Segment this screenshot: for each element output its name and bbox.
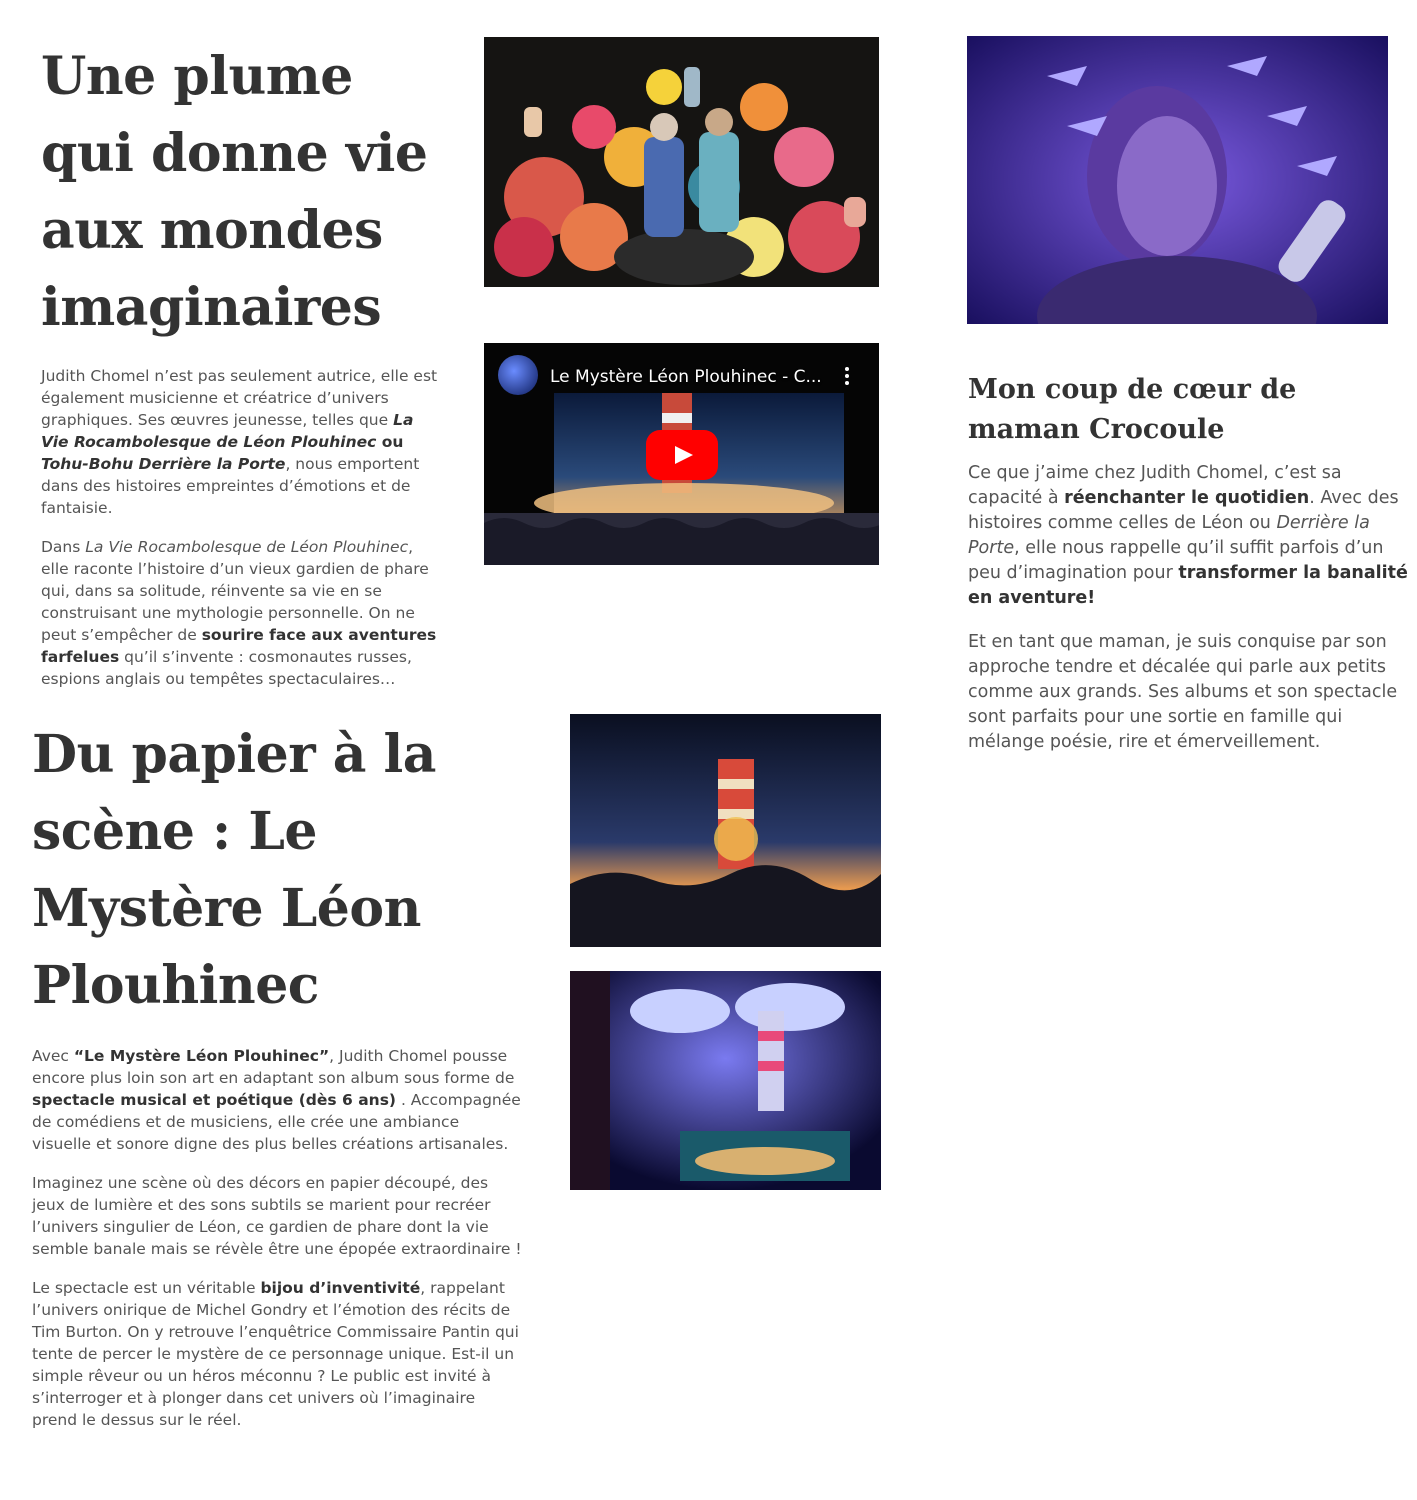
- section1-paragraph-1: Judith Chomel n’est pas seulement autrice, elle est également musicienne et créatrice d’univers graphiques. Ses œuvres jeunesse, telles que La Vie Rocambolesque de Léon Plouhinec ou Tohu-Bohu Derrière la Porte, nous emportent dans des histoires empreintes d’émotions et de fantaisie.: [41, 367, 438, 517]
- section2-body: [32, 1045, 522, 1448]
- video-title[interactable]: Le Mystère Léon Plouhinec - C...: [550, 367, 822, 387]
- stage-lighthouse-image: [570, 714, 881, 947]
- youtube-video-player[interactable]: [484, 343, 879, 565]
- channel-avatar[interactable]: [498, 355, 538, 395]
- section1-body: [41, 365, 441, 707]
- section2-heading: Du papier à la scène : Le Mystère Léon Plouhinec: [32, 724, 436, 1016]
- section2-paragraph-3: Le spectacle est un véritable bijou d’inventivité, rappelant l’univers onirique de Michel Gondry et l’émotion des récits de Tim Burton. On y retrouve l’enquêtrice Commissaire Pantin qui tente de percer le mystère de ce personnage unique. Est-il un simple rêveur ou un héros méconnu ? Le public est invité à s’interroger et à plonger dans cet univers où l’imaginaire prend le dessus sur le réel.: [32, 1279, 519, 1429]
- stage-blue-lighthouse-image: [570, 971, 881, 1190]
- more-options-icon[interactable]: [845, 367, 849, 387]
- section3-heading: Mon coup de cœur de maman Crocoule: [968, 374, 1297, 445]
- section1-heading: Une plume qui donne vie aux mondes imaginaires: [41, 46, 428, 338]
- section3-body: [968, 461, 1412, 774]
- section3-paragraph-2: Et en tant que maman, je suis conquise par son approche tendre et décalée qui parle aux petits comme aux grands. Ses albums et son spectacle sont parfaits pour une sortie en famille qui mélange poésie, rire et émerveillement.: [968, 632, 1398, 752]
- section2-paragraph-1: Avec “Le Mystère Léon Plouhinec”, Judith Chomel pousse encore plus loin son art en adaptant son album sous forme de spectacle musical et poétique (dès 6 ans) . Accompagnée de comédiens et de musiciens, elle crée une ambiance visuelle et sonore digne des plus belles créations artisanales.: [32, 1047, 521, 1153]
- collage-image: [484, 37, 879, 287]
- play-icon[interactable]: [646, 430, 718, 480]
- singer-image: [967, 36, 1388, 324]
- section1-paragraph-2: Dans La Vie Rocambolesque de Léon Plouhinec, elle raconte l’histoire d’un vieux gardien de phare qui, dans sa solitude, réinvente sa vie en se construisant une mythologie personnelle. On ne peut s’empêcher de sourire face aux aventures farfelues qu’il s’invente : cosmonautes russes, espions anglais ou tempêtes spectaculaires…: [41, 538, 437, 688]
- section2-paragraph-2: Imaginez une scène où des décors en papier découpé, des jeux de lumière et des sons subtils se marient pour recréer l’univers singulier de Léon, ce gardien de phare dont la vie semble banale mais se révèle être une épopée extraordinaire !: [32, 1174, 522, 1258]
- section3-paragraph-1: Ce que j’aime chez Judith Chomel, c’est sa capacité à réenchanter le quotidien. Avec des histoires comme celles de Léon ou Derrière la Porte, elle nous rappelle qu’il suffit parfois d’un peu d’imagination pour transformer la banalité en aventure!: [968, 463, 1408, 608]
